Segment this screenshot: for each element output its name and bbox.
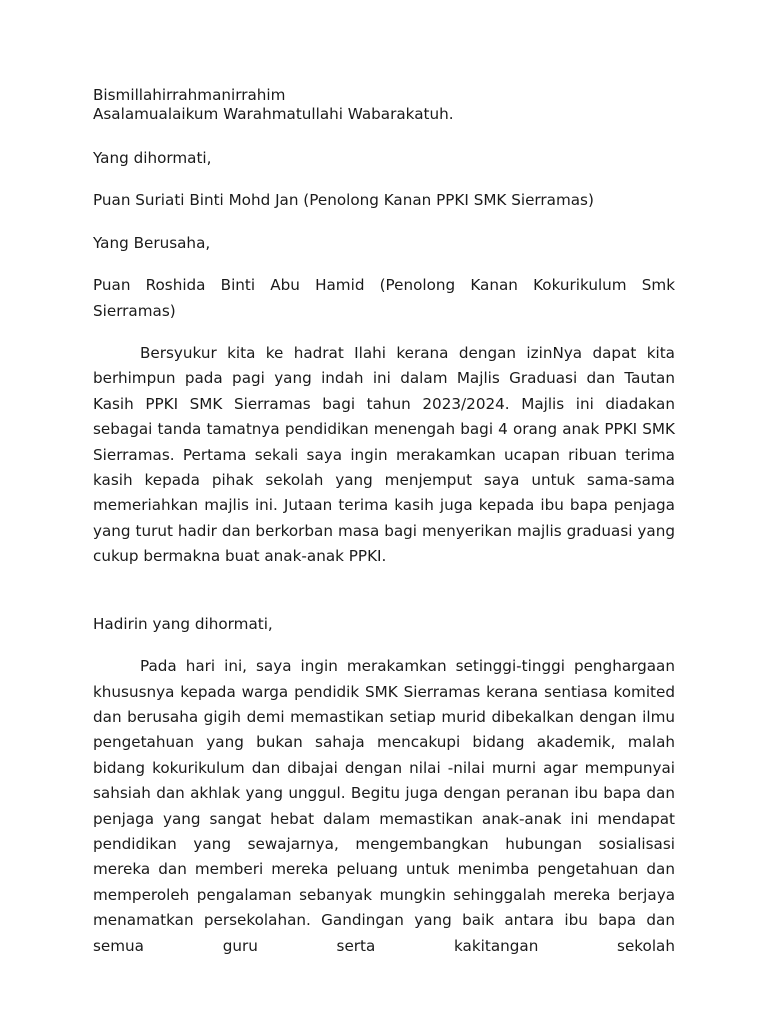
honoree-roshida: Puan Roshida Binti Abu Hamid (Penolong Kanan Kokurikulum Smk Sierramas) bbox=[93, 276, 675, 320]
salutation-honored: Yang dihormati, bbox=[93, 149, 212, 167]
opening-greeting bbox=[93, 86, 675, 124]
salutation-audience: Hadirin yang dihormati, bbox=[93, 614, 273, 633]
greeting-bismillah: Bismillahirrahmanirrahim bbox=[93, 86, 286, 104]
paragraph-appreciation: Pada hari ini, saya ingin merakamkan setinggi-tinggi penghargaan khususnya kepada warga pendidik SMK Sierramas kerana sentiasa komited dan berusaha gigih demi memastikan setiap murid dibekalkan dengan ilmu pengetahuan yang bukan sahaja mencakupi bidang akademik, malah bidang kokurikulum dan dibajai dengan nilai -nilai murni agar mempunyai sahsiah dan akhlak yang unggul. Begitu juga dengan peranan ibu bapa dan penjaga yang sangat hebat dalam memastikan anak-anak ini mendapat pendidikan yang sewajarnya, mengembangkan hubungan sosialisasi mereka dan memberi mereka peluang untuk menimba pengetahuan dan memperoleh pengalaman sebanyak mungkin sehinggalah mereka berjaya menamatkan persekolahan. Gandingan yang baik antara ibu bapa dan semua guru serta kakitangan sekolah bbox=[93, 657, 675, 955]
document-page bbox=[93, 86, 675, 959]
greeting-salam: Asalamualaikum Warahmatullahi Wabarakatuh. bbox=[93, 105, 454, 123]
paragraph-gratitude: Bersyukur kita ke hadrat Ilahi kerana dengan izinNya dapat kita berhimpun pada pagi yang indah ini dalam Majlis Graduasi dan Tautan Kasih PPKI SMK Sierramas bagi tahun 2023/2024. Majlis ini diadakan sebagai tanda tamatnya pendidikan menengah bagi 4 orang anak PPKI SMK Sierramas. Pertama sekali saya ingin merakamkan ucapan ribuan terima kasih kepada pihak sekolah yang menjemput saya untuk sama-sama memeriahkan majlis ini. Jutaan terima kasih juga kepada ibu bapa penjaga yang turut hadir dan berkorban masa bagi menyerikan majlis graduasi yang cukup bermakna buat anak-anak PPKI. bbox=[93, 344, 675, 566]
honoree-suriati: Puan Suriati Binti Mohd Jan (Penolong Kanan PPKI SMK Sierramas) bbox=[93, 191, 594, 210]
salutation-respected: Yang Berusaha, bbox=[93, 233, 211, 252]
